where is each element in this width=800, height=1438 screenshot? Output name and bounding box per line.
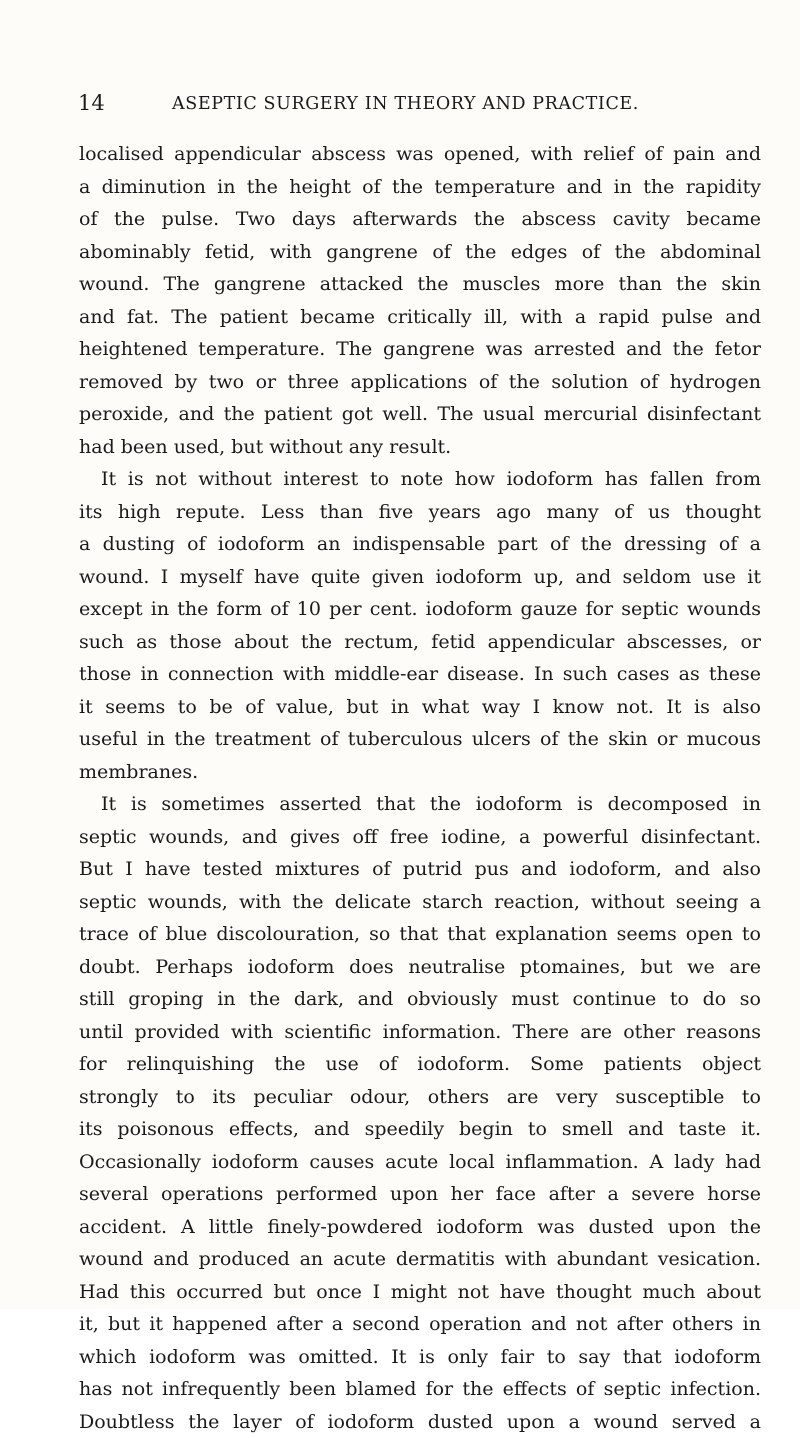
text-line: membranes. bbox=[79, 756, 761, 789]
text-line: those in connection with middle-ear disease. In such cases as these bbox=[79, 658, 761, 691]
text-line: removed by two or three applications of the solution of hydrogen bbox=[79, 366, 761, 399]
text-line: It is not without interest to note how iodoform has fallen from bbox=[79, 463, 761, 496]
paragraph bbox=[79, 463, 761, 788]
text-line: Occasionally iodoform causes acute local inflammation. A lady had bbox=[79, 1146, 761, 1179]
page-header bbox=[78, 90, 762, 120]
text-line: wound. I myself have quite given iodoform up, and seldom use it bbox=[79, 561, 761, 594]
text-line: it, but it happened after a second operation and not after others in bbox=[79, 1308, 761, 1341]
text-line: But I have tested mixtures of putrid pus and iodoform, and also bbox=[79, 853, 761, 886]
text-line: septic wounds, and gives off free iodine, a powerful disinfectant. bbox=[79, 821, 761, 854]
text-line: trace of blue discolouration, so that that explanation seems open to bbox=[79, 918, 761, 951]
text-line: except in the form of 10 per cent. iodoform gauze for septic wounds bbox=[79, 593, 761, 626]
text-line: of the pulse. Two days afterwards the abscess cavity became bbox=[79, 203, 761, 236]
text-line: and fat. The patient became critically ill, with a rapid pulse and bbox=[79, 301, 761, 334]
text-line: for relinquishing the use of iodoform. Some patients object bbox=[79, 1048, 761, 1081]
text-line: peroxide, and the patient got well. The usual mercurial disinfectant bbox=[79, 398, 761, 431]
text-line: It is sometimes asserted that the iodoform is decomposed in bbox=[79, 788, 761, 821]
text-line: a diminution in the height of the temperature and in the rapidity bbox=[79, 171, 761, 204]
text-line: a dusting of iodoform an indispensable part of the dressing of a bbox=[79, 528, 761, 561]
text-line: still groping in the dark, and obviously must continue to do so bbox=[79, 983, 761, 1016]
text-line: wound and produced an acute dermatitis with abundant vesication. bbox=[79, 1243, 761, 1276]
text-line: useful in the treatment of tuberculous ulcers of the skin or mucous bbox=[79, 723, 761, 756]
body-text bbox=[79, 138, 761, 1438]
text-line: its high repute. Less than five years ago many of us thought bbox=[79, 496, 761, 529]
text-line: until provided with scientific information. There are other reasons bbox=[79, 1016, 761, 1049]
text-line: Doubtless the layer of iodoform dusted upon a wound served a bbox=[79, 1406, 761, 1438]
text-line: doubt. Perhaps iodoform does neutralise ptomaines, but we are bbox=[79, 951, 761, 984]
text-line: it seems to be of value, but in what way I know not. It is also bbox=[79, 691, 761, 724]
text-line: wound. The gangrene attacked the muscles more than the skin bbox=[79, 268, 761, 301]
paragraph bbox=[79, 138, 761, 463]
page-number: 14 bbox=[78, 90, 105, 116]
text-line: several operations performed upon her face after a severe horse bbox=[79, 1178, 761, 1211]
text-line: which iodoform was omitted. It is only fair to say that iodoform bbox=[79, 1341, 761, 1374]
text-line: had been used, but without any result. bbox=[79, 431, 761, 464]
text-line: abominably fetid, with gangrene of the edges of the abdominal bbox=[79, 236, 761, 269]
text-line: its poisonous effects, and speedily begin to smell and taste it. bbox=[79, 1113, 761, 1146]
text-line: such as those about the rectum, fetid appendicular abscesses, or bbox=[79, 626, 761, 659]
paragraph bbox=[79, 788, 761, 1438]
text-line: has not infrequently been blamed for the effects of septic infection. bbox=[79, 1373, 761, 1406]
text-line: localised appendicular abscess was opened, with relief of pain and bbox=[79, 138, 761, 171]
text-line: strongly to its peculiar odour, others are very susceptible to bbox=[79, 1081, 761, 1114]
running-head: ASEPTIC SURGERY IN THEORY AND PRACTICE. bbox=[172, 92, 639, 116]
text-line: septic wounds, with the delicate starch reaction, without seeing a bbox=[79, 886, 761, 919]
text-line: accident. A little finely-powdered iodoform was dusted upon the bbox=[79, 1211, 761, 1244]
text-line: Had this occurred but once I might not have thought much about bbox=[79, 1276, 761, 1309]
text-line: heightened temperature. The gangrene was arrested and the fetor bbox=[79, 333, 761, 366]
